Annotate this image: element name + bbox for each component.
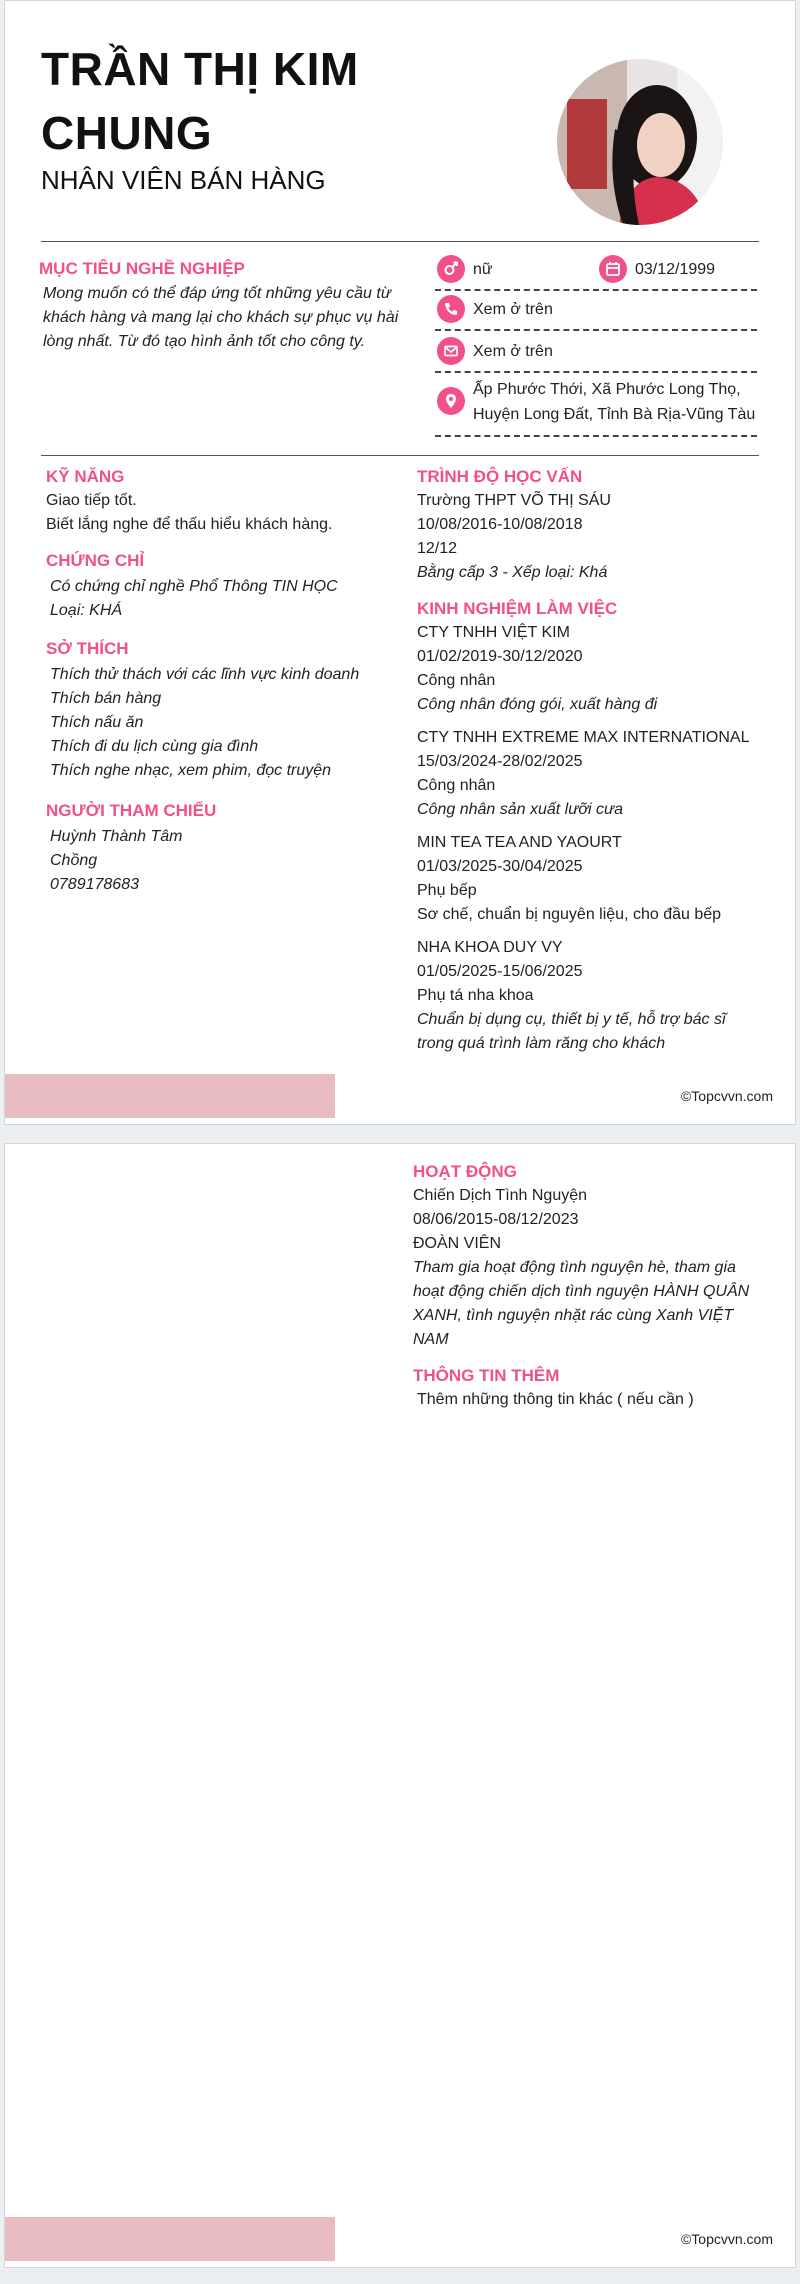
job-company: MIN TEA TEA AND YAOURT (417, 834, 622, 851)
activity-role: ĐOÀN VIÊN (413, 1235, 502, 1252)
gender-value: nữ (473, 261, 493, 278)
job-role: Phụ bếp (417, 882, 477, 899)
activities-title: HOẠT ĐỘNG (413, 1162, 517, 1181)
hobby-item: Thích đi du lịch cùng gia đình (50, 738, 259, 755)
cv-page-1 (4, 0, 796, 1125)
extra-info-text: Thêm những thông tin khác ( nếu cần ) (417, 1391, 694, 1408)
objective-line: lòng nhất. Từ đó tạo hình ảnh tốt cho công ty. (43, 333, 366, 350)
education-school: Trường THPT VÕ THỊ SÁU (417, 492, 611, 509)
hobby-item: Thích thử thách với các lĩnh vực kinh doanh (50, 666, 360, 683)
cv-page-2 (4, 1143, 796, 2268)
certificates-title: CHỨNG CHỈ (46, 551, 145, 570)
activities-block (413, 1184, 759, 1352)
hobby-item: Thích bán hàng (50, 690, 162, 707)
contact-row-phone (435, 291, 757, 331)
contact-row-gender-birthday (435, 253, 757, 291)
job-role: Phụ tá nha khoa (417, 987, 534, 1004)
job-description: Công nhân sản xuất lưỡi cưa (417, 801, 624, 818)
calendar-icon (599, 255, 627, 283)
education-grade: 12/12 (417, 540, 458, 557)
location-pin-icon (437, 387, 465, 415)
address-value (473, 377, 755, 427)
skills-list (46, 489, 332, 537)
contact-row-email (435, 331, 757, 373)
job-description: Sơ chế, chuẩn bị nguyên liệu, cho đầu bếp (417, 906, 722, 923)
skill-item: Biết lắng nghe để thấu hiểu khách hàng. (46, 516, 333, 533)
email-value: Xem ở trên (473, 343, 553, 360)
certificate-item: Loại: KHÁ (50, 602, 123, 619)
footer-bar (5, 2217, 335, 2261)
job-entry (417, 831, 721, 927)
activity-description: NAM (413, 1331, 449, 1348)
job-description: Chuẩn bị dụng cụ, thiết bị y tế, hỗ trợ bác sĩ (417, 1011, 726, 1028)
job-entry (417, 726, 749, 822)
job-period: 01/05/2025-15/06/2025 (417, 963, 583, 980)
email-icon (437, 337, 465, 365)
candidate-name: TRẦN THỊ KIM CHUNG (41, 43, 359, 159)
objective-line: khách hàng và mang lại cho khách sự phục vụ hài (43, 309, 399, 326)
reference-item: Chồng (50, 852, 98, 869)
profile-photo (557, 59, 723, 225)
phone-icon (437, 295, 465, 323)
certificates-list (50, 575, 338, 623)
job-title: NHÂN VIÊN BÁN HÀNG (41, 165, 326, 195)
objective-text (43, 282, 423, 354)
job-description: trong quá trình làm răng cho khách (417, 1035, 666, 1052)
activity-period: 08/06/2015-08/12/2023 (413, 1211, 579, 1228)
divider-middle (41, 455, 759, 456)
divider-top (41, 241, 759, 242)
footer-brand: ©Topcvvn.com (680, 2231, 773, 2247)
job-company: CTY TNHH VIỆT KIM (417, 624, 570, 641)
references-title: NGƯỜI THAM CHIẾU (46, 801, 217, 820)
objective-title: MỤC TIÊU NGHỀ NGHIỆP (39, 259, 245, 278)
contact-row-address (435, 373, 757, 437)
job-entry (417, 936, 759, 1056)
job-entry (417, 621, 657, 717)
birthday-value: 03/12/1999 (635, 261, 716, 278)
job-period: 01/03/2025-30/04/2025 (417, 858, 583, 875)
objective-line: Mong muốn có thể đáp ứng tốt những yêu cầu từ (43, 285, 391, 302)
job-role: Công nhân (417, 777, 496, 794)
education-note: Bằng cấp 3 - Xếp loại: Khá (417, 564, 608, 581)
job-description: Công nhân đóng gói, xuất hàng đi (417, 696, 658, 713)
reference-item: 0789178683 (50, 876, 139, 893)
extra-info-title: THÔNG TIN THÊM (413, 1366, 560, 1385)
address-line: Huyện Long Đất, Tỉnh Bà Rịa-Vũng Tàu (473, 406, 756, 423)
skill-item: Giao tiếp tốt. (46, 492, 137, 509)
activity-description: hoạt động chiến dịch tình nguyện HÀNH QUÂN (413, 1283, 750, 1300)
experience-title: KINH NGHIỆM LÀM VIỆC (417, 599, 618, 618)
activity-name: Chiến Dịch Tình Nguyện (413, 1187, 588, 1204)
education-period: 10/08/2016-10/08/2018 (417, 516, 583, 533)
hobbies-title: SỞ THÍCH (46, 639, 129, 658)
job-role: Công nhân (417, 672, 496, 689)
gender-icon (437, 255, 465, 283)
job-period: 01/02/2019-30/12/2020 (417, 648, 583, 665)
education-title: TRÌNH ĐỘ HỌC VẤN (417, 467, 583, 486)
hobbies-list (50, 663, 359, 783)
skills-title: KỸ NĂNG (46, 467, 125, 486)
job-company: CTY TNHH EXTREME MAX INTERNATIONAL (417, 729, 750, 746)
footer-brand: ©Topcvvn.com (680, 1088, 773, 1104)
phone-value: Xem ở trên (473, 301, 553, 318)
certificate-item: Có chứng chỉ nghề Phổ Thông TIN HỌC (50, 578, 338, 595)
activity-description: Tham gia hoạt động tình nguyện hè, tham gia (413, 1259, 736, 1276)
job-period: 15/03/2024-28/02/2025 (417, 753, 583, 770)
hobby-item: Thích nghe nhạc, xem phim, đọc truyện (50, 762, 332, 779)
activity-description: XANH, tình nguyện nhặt rác cùng Xanh VIỆT (413, 1307, 734, 1324)
job-company: NHA KHOA DUY VY (417, 939, 563, 956)
education-block (417, 489, 611, 585)
references-list (50, 825, 183, 897)
hobby-item: Thích nấu ăn (50, 714, 144, 731)
footer-bar (5, 1074, 335, 1118)
reference-item: Huỳnh Thành Tâm (50, 828, 183, 845)
address-line: Ấp Phước Thới, Xã Phước Long Thọ, (473, 381, 741, 398)
